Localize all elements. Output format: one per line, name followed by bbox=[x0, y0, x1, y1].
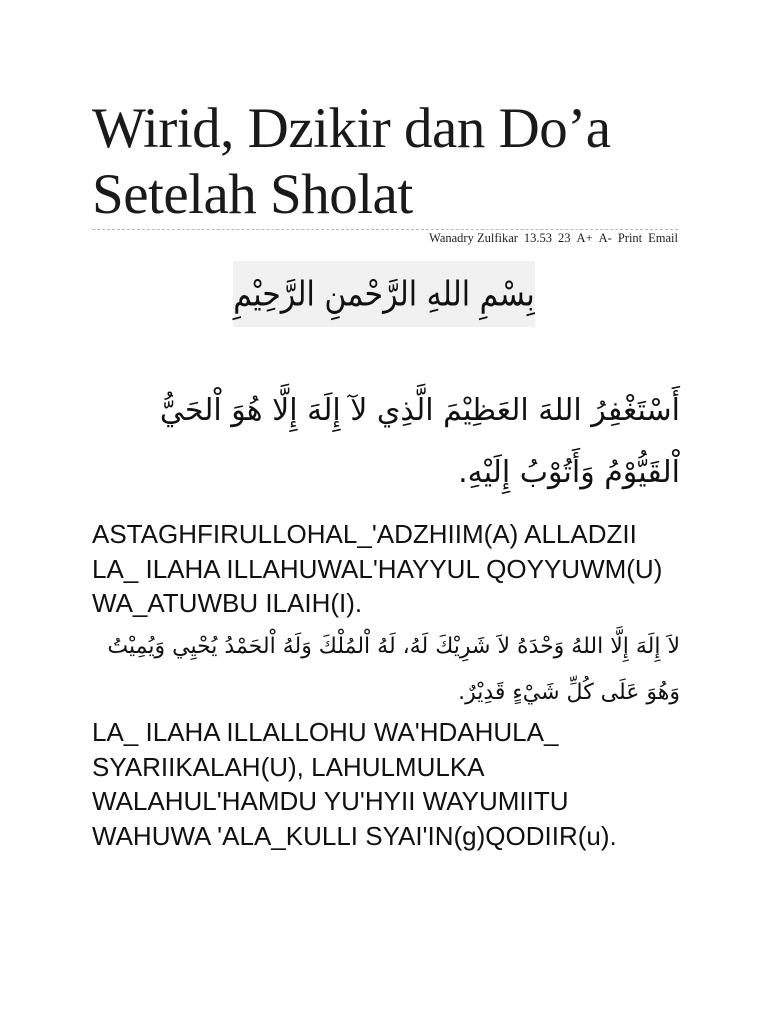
print-link[interactable]: Print bbox=[617, 231, 643, 245]
arabic-text-2: لاَ إِلَهَ إِلَّا اللهُ وَحْدَهُ لاَ شَرِيْكَ لَهُ، لَهُ اْلمُلْكَ وَلَهُ اْلحَمْدُ يُحْيِي وَيُمِيْتُ وَهُوَ عَلَى كُلِّ شَيْءٍ قَدِيْرٌ. bbox=[107, 634, 680, 705]
transliteration-2: LA_ ILAHA ILLALLOHU WA'HDAHULA_ SYARIIKALAH(U), LAHULMULKA WALAHUL'HAMDU YU'HYII WAYUMIITU WAHUWA 'ALA_KULLI SYAI'IN(g)QODIIR(u). bbox=[92, 717, 617, 851]
arabic-text-1: أَسْتَغْفِرُ اللهَ العَظِيْمَ الَّذِي لآ إِلَهَ إِلَّا هُوَ اْلحَيُّ اْلقَيُّوْمُ وَأَتُوْبُ إِلَيْهِ. bbox=[159, 393, 680, 490]
font-decrease-button[interactable]: A- bbox=[598, 231, 612, 245]
post-meta bbox=[429, 231, 678, 246]
title-divider bbox=[92, 229, 678, 230]
basmala-calligraphy-image bbox=[233, 261, 535, 327]
font-increase-button[interactable]: A+ bbox=[576, 231, 593, 245]
page-title: Wirid, Dzikir dan Do’a Setelah Sholat bbox=[92, 97, 611, 226]
comment-count[interactable]: 23 bbox=[558, 231, 571, 245]
basmala-text: بِسْمِ اللهِ الرَّحْمنِ الرَّحِيْمِ bbox=[233, 273, 535, 315]
author-name[interactable]: Wanadry Zulfikar bbox=[429, 231, 518, 245]
post-time[interactable]: 13.53 bbox=[523, 231, 553, 245]
transliteration-1: ASTAGHFIRULLOHAL_'ADZHIIM(A) ALLADZII LA_ ILAHA ILLAHUWAL'HAYYUL QOYYUWM(U) WA_ATUWBU ILAIH(I). bbox=[92, 519, 663, 618]
email-link[interactable]: Email bbox=[648, 231, 678, 245]
